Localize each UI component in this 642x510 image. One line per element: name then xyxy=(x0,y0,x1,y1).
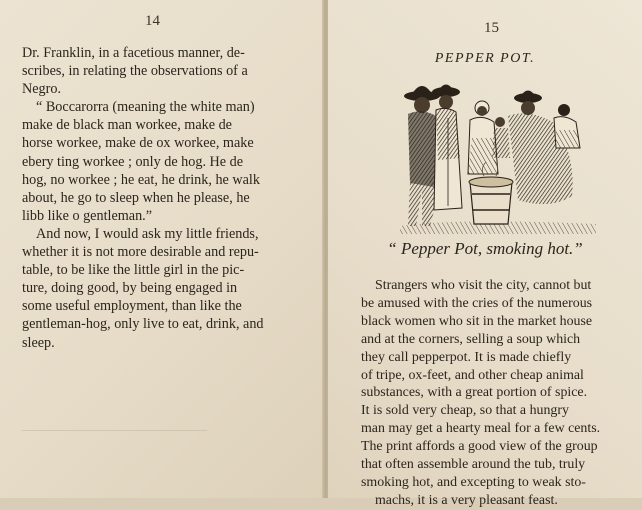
text-line: ture, doing good, by being engaged in xyxy=(22,280,238,297)
page-number-left: 14 xyxy=(145,13,160,29)
text-line: Strangers who visit the city, cannot but xyxy=(375,278,592,293)
right-page xyxy=(328,0,642,508)
text-line: some useful employment, than like the xyxy=(22,298,242,315)
text-line: scribes, in relating the observations of a xyxy=(22,63,248,80)
text-line: hog, no workee ; he eat, he drink, he walk xyxy=(22,171,260,188)
text-line: horse workee, make de ox workee, make xyxy=(22,135,254,152)
text-line: The print affords a good view of the group xyxy=(361,439,598,455)
text-line: black women who sit in the market house xyxy=(361,313,593,329)
pepper-pot-engraving xyxy=(400,78,596,234)
text-line: machs, it is a very pleasant feast. xyxy=(375,492,558,508)
text-line: “ Boccarorra (meaning the white man) xyxy=(36,99,255,116)
text-line: It is sold very cheap, so that a hungry xyxy=(361,403,569,419)
left-page xyxy=(0,0,325,498)
text-line: of tripe, ox-feet, and other cheap animal xyxy=(361,367,584,383)
text-line: whether it is not more desirable and repu- xyxy=(22,244,259,261)
right-page-text xyxy=(361,277,631,510)
page-number-right: 15 xyxy=(484,20,499,36)
text-line: smoking hot, and excepting to weak sto- xyxy=(361,474,586,490)
text-line: man may get a hearty meal for a few cents. xyxy=(361,421,601,437)
text-line: sleep. xyxy=(22,334,55,351)
text-line: ebery ting workee ; only de hog. He de xyxy=(22,153,244,170)
text-line: be amused with the cries of the numerous xyxy=(361,295,593,311)
text-line: make de black man workee, make de xyxy=(22,117,232,134)
page-divider xyxy=(22,430,207,431)
text-line: And now, I would ask my little friends, xyxy=(36,225,259,242)
left-page-text xyxy=(22,44,292,352)
illustration-caption: “ Pepper Pot, smoking hot.” xyxy=(387,239,583,258)
text-line: libb like o gentleman.” xyxy=(22,207,153,224)
text-line: that often assemble around the tub, truly xyxy=(361,457,586,473)
text-line: table, to be like the little girl in the pic- xyxy=(22,262,245,279)
chapter-heading: PEPPER POT. xyxy=(434,51,536,66)
text-line: they call pepperpot. It is made chiefly xyxy=(361,349,572,365)
text-line: about, he go to sleep when he please, he xyxy=(22,189,250,206)
text-line: Negro. xyxy=(22,81,62,98)
text-line: Dr. Franklin, in a facetious manner, de- xyxy=(22,45,245,61)
text-line: and at the corners, selling a soup which xyxy=(361,331,581,347)
text-line: substances, with a great portion of spice. xyxy=(361,385,588,401)
text-line: gentleman-hog, only live to eat, drink, and xyxy=(22,316,264,333)
